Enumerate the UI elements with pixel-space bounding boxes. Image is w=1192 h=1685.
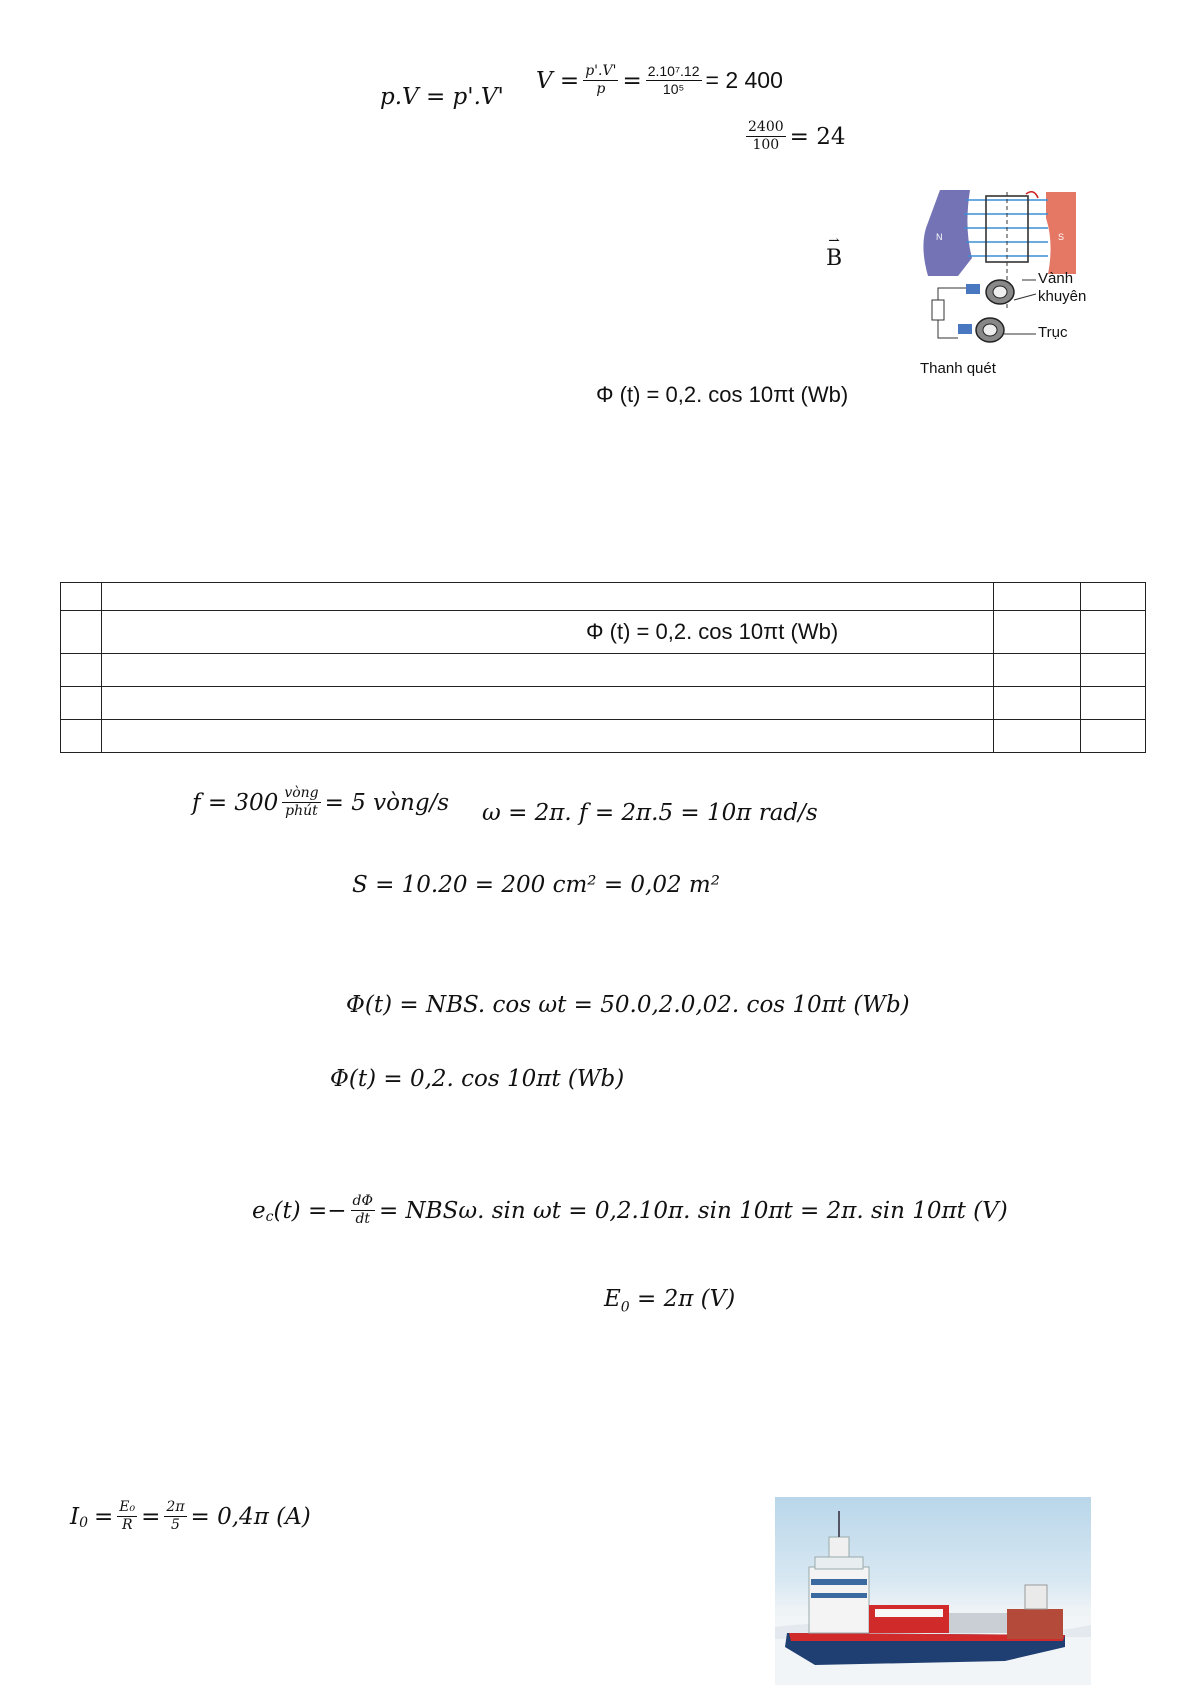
freq-lhs: f = 300 bbox=[192, 789, 279, 816]
flux-result-equation: Φ(t) = 0,2. cos 10πt (Wb) bbox=[330, 1066, 625, 1092]
table-cell bbox=[61, 654, 102, 687]
ratio-num: 2400 bbox=[746, 120, 786, 137]
ratio-result: = 24 bbox=[789, 123, 846, 150]
boyle-fraction-2 bbox=[646, 64, 702, 98]
emf-lhs-rest: (t) =− bbox=[273, 1197, 347, 1224]
emf-fraction bbox=[351, 1194, 375, 1228]
table-row bbox=[61, 720, 1146, 753]
table-cell bbox=[102, 583, 994, 611]
i0-rhs: = 0,4π (A) bbox=[190, 1503, 311, 1530]
table-cell bbox=[994, 654, 1081, 687]
i0-fraction-2 bbox=[164, 1500, 186, 1534]
b-vector-label: B bbox=[826, 246, 843, 271]
table-row bbox=[61, 611, 1146, 654]
emf-equation bbox=[252, 1194, 1008, 1228]
ratio-fraction bbox=[746, 120, 786, 154]
boyle-result: = 2 400 bbox=[705, 67, 783, 94]
i0-fraction-1 bbox=[117, 1500, 137, 1534]
e0-rhs: = 2π (V) bbox=[629, 1286, 736, 1312]
vector-arrow: ⇀ bbox=[828, 233, 840, 249]
icebreaker-ship-photo bbox=[775, 1497, 1091, 1685]
boyle-frac1-num: p'.V' bbox=[583, 64, 618, 81]
answer-table bbox=[60, 582, 1146, 753]
i0-num2: 2π bbox=[164, 1500, 186, 1517]
pole-s-label: S bbox=[1058, 232, 1065, 242]
freq-fraction bbox=[282, 786, 320, 820]
boyle-frac2-num: 2.10⁷.12 bbox=[646, 64, 702, 81]
boyle-frac1-den: p bbox=[596, 81, 606, 98]
label-shaft: Trục bbox=[1038, 324, 1068, 341]
e0-sub: 0 bbox=[620, 1299, 630, 1316]
table-cell bbox=[61, 611, 102, 654]
table-cell bbox=[102, 687, 994, 720]
i0-num1: E₀ bbox=[117, 1500, 137, 1517]
emf-sub: c bbox=[265, 1208, 274, 1225]
boyle-rhs bbox=[536, 64, 783, 98]
boyle-frac2-den: 10⁵ bbox=[662, 81, 685, 98]
omega-equation: ω = 2π. f = 2π.5 = 10π rad/s bbox=[482, 800, 818, 826]
table-cell bbox=[1081, 720, 1146, 753]
generator-figure bbox=[918, 188, 1088, 388]
equals-sign: = bbox=[141, 1503, 161, 1530]
b-vector bbox=[826, 233, 843, 271]
i0-eq: = bbox=[94, 1503, 114, 1530]
freq-num: vòng bbox=[282, 786, 320, 803]
table-cell bbox=[102, 654, 994, 687]
i0-equation bbox=[70, 1500, 311, 1534]
ship-icon bbox=[775, 1497, 1091, 1685]
label-ring-line2: khuyên bbox=[1038, 288, 1087, 305]
table-cell bbox=[1081, 611, 1146, 654]
boyle-lhs: p.V = p'.V' bbox=[380, 84, 504, 110]
table-cell bbox=[1081, 654, 1146, 687]
emf-rhs: = NBSω. sin ωt = 0,2.10π. sin 10πt = 2π. sin 10πt (V) bbox=[378, 1197, 1008, 1224]
table-cell bbox=[1081, 583, 1146, 611]
emf-den: dt bbox=[355, 1211, 371, 1228]
label-ring-line1: Vành bbox=[1038, 270, 1074, 287]
label-brush: Thanh quét bbox=[920, 360, 996, 377]
freq-rhs: = 5 vòng/s bbox=[324, 789, 450, 816]
table-row bbox=[61, 583, 1146, 611]
ratio-den: 100 bbox=[752, 137, 780, 154]
table-cell bbox=[994, 583, 1081, 611]
emf-num: dΦ bbox=[351, 1194, 375, 1211]
emf-lhs: e bbox=[252, 1197, 266, 1224]
freq-den: phút bbox=[285, 803, 318, 820]
frequency-equation bbox=[192, 786, 449, 820]
i0-sub: 0 bbox=[79, 1514, 89, 1531]
table-cell bbox=[1081, 687, 1146, 720]
table-cell bbox=[994, 687, 1081, 720]
i0-lhs: I bbox=[70, 1503, 80, 1530]
table-cell bbox=[994, 720, 1081, 753]
flux-general-equation: Φ(t) = NBS. cos ωt = 50.0,2.0,02. cos 10πt (Wb) bbox=[346, 992, 910, 1018]
table-cell bbox=[61, 720, 102, 753]
i0-den1: R bbox=[121, 1517, 133, 1534]
table-cell bbox=[61, 583, 102, 611]
table-cell bbox=[61, 687, 102, 720]
area-equation: S = 10.20 = 200 cm² = 0,02 m² bbox=[352, 872, 720, 898]
equals-sign: = bbox=[622, 67, 642, 94]
table-cell-flux: Φ (t) = 0,2. cos 10πt (Wb) bbox=[102, 611, 994, 654]
table-row bbox=[61, 687, 1146, 720]
table-row bbox=[61, 654, 1146, 687]
table-cell bbox=[994, 611, 1081, 654]
pole-n-label: N bbox=[936, 232, 943, 242]
boyle-v-label: V = bbox=[536, 67, 580, 94]
table-cell bbox=[102, 720, 994, 753]
e0-lhs: E bbox=[604, 1286, 621, 1312]
boyle-fraction-1 bbox=[583, 64, 618, 98]
flux-equation-top: Φ (t) = 0,2. cos 10πt (Wb) bbox=[596, 382, 849, 407]
e0-equation bbox=[604, 1286, 735, 1316]
i0-den2: 5 bbox=[171, 1517, 180, 1534]
ratio-equation bbox=[742, 120, 846, 154]
